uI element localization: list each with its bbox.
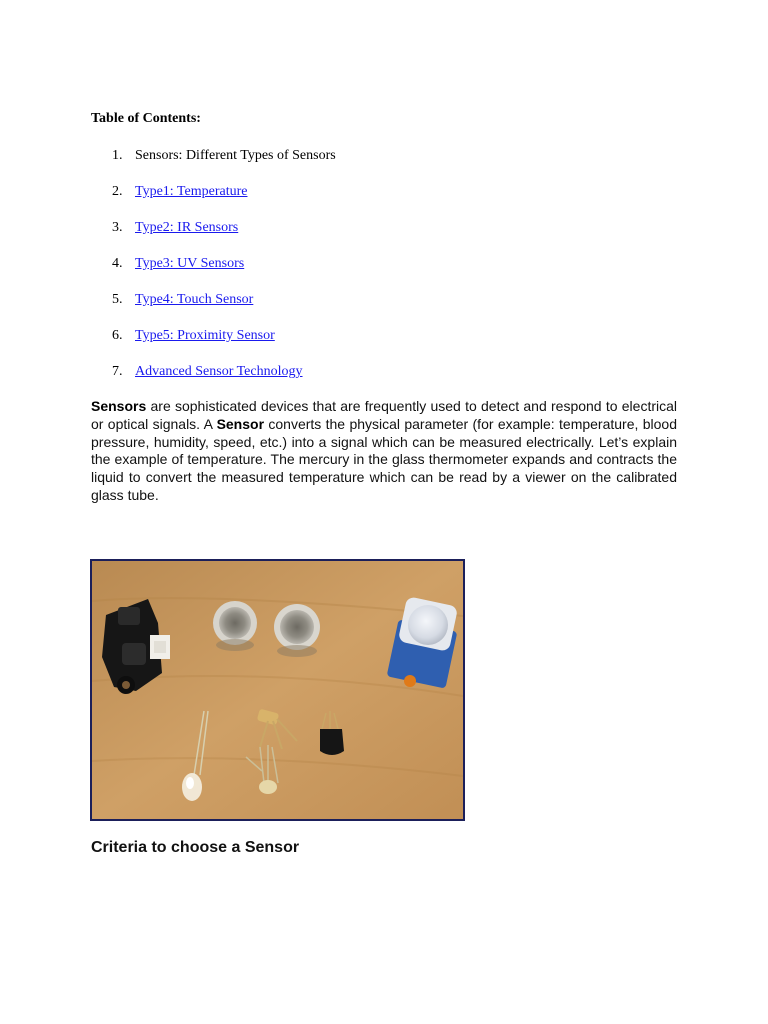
ultrasonic-sensor-left bbox=[213, 601, 257, 651]
term-sensors: Sensors bbox=[91, 398, 147, 414]
toc-item-text: Sensors: Different Types of Sensors bbox=[135, 148, 336, 163]
sensors-photo bbox=[90, 559, 465, 821]
toc-item-number: 6. bbox=[112, 328, 123, 343]
intro-text-2: converts the physical parameter (for example: temperature, blood pressure, humidity, speed, etc.) into a signal which can be measured electrically. Let’s explain the example of temperature. The mercury in the glass thermometer expands and contracts the liquid to convert the measured temperature which can be read by a viewer on the calibrated glass tube. bbox=[91, 415, 677, 503]
toc-item-number: 5. bbox=[112, 292, 123, 307]
toc-item-number: 1. bbox=[112, 148, 123, 163]
section-heading-criteria: Criteria to choose a Sensor bbox=[91, 839, 300, 856]
toc-heading: Table of Contents: bbox=[91, 111, 201, 126]
toc-link-type4-touch-sensor[interactable]: Type4: Touch Sensor bbox=[135, 292, 254, 307]
toc-item-number: 3. bbox=[112, 220, 123, 235]
toc-item-number: 2. bbox=[112, 184, 123, 199]
toc-link-type2-ir-sensors[interactable]: Type2: IR Sensors bbox=[135, 220, 239, 235]
toc-link-type5-proximity-sensor[interactable]: Type5: Proximity Sensor bbox=[135, 328, 275, 343]
toc-link-type1-temperature[interactable]: Type1: Temperature bbox=[135, 184, 248, 199]
toc-link-advanced-sensor-technology[interactable]: Advanced Sensor Technology bbox=[135, 364, 303, 379]
term-sensor: Sensor bbox=[216, 415, 265, 432]
ultrasonic-sensor-right bbox=[274, 604, 320, 657]
sensors-photo-illustration bbox=[92, 561, 463, 819]
toc-link-type3-uv-sensors[interactable]: Type3: UV Sensors bbox=[135, 256, 245, 271]
toc-item-number: 4. bbox=[112, 256, 123, 271]
intro-text-1: are sophisticated devices that are frequently used to detect and respond to electrical or optical signals. A bbox=[91, 398, 677, 432]
intro-paragraph bbox=[91, 398, 677, 505]
toc-item-number: 7. bbox=[112, 364, 123, 379]
